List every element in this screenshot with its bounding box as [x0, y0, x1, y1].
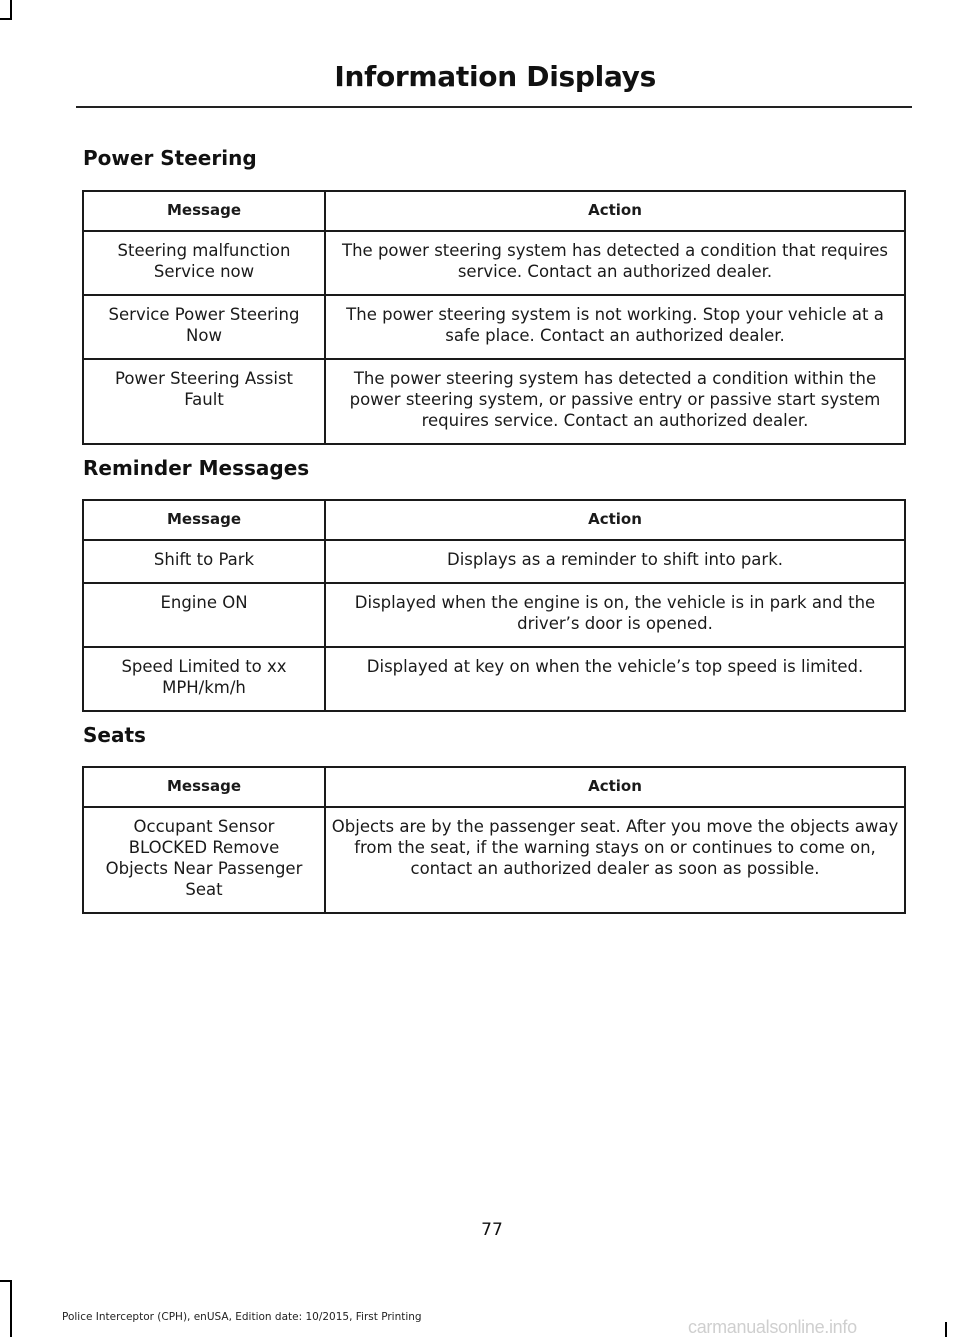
- action-cell: The power steering system has detected a condition within the power steering system, or passive entry or passive start system requires service. Contact an authorized dealer.: [325, 359, 905, 444]
- message-line: Occupant Sensor BLOCKED Remove Objects Near Passenger Seat: [105, 817, 303, 899]
- column-header-action: Action: [325, 500, 905, 540]
- section-title-seats: Seats: [83, 723, 146, 747]
- crop-mark-top-left-h: [0, 18, 12, 20]
- action-cell: Displays as a reminder to shift into park.: [325, 540, 905, 583]
- table-row: [83, 647, 905, 711]
- table-row: [83, 540, 905, 583]
- table-row: [83, 295, 905, 359]
- column-header-message: Message: [83, 500, 325, 540]
- action-cell: The power steering system has detected a condition that requires service. Contact an authorized dealer.: [325, 231, 905, 295]
- seats-table: [82, 766, 906, 914]
- message-cell: [83, 359, 325, 444]
- message-cell: [83, 583, 325, 647]
- edition-footer: Police Interceptor (CPH), enUSA, Edition date: 10/2015, First Printing: [62, 1311, 422, 1323]
- action-cell: Objects are by the passenger seat. After you move the objects away from the seat, if the warning stays on or continues to come on, contact an authorized dealer as soon as possible.: [325, 807, 905, 913]
- action-cell: Displayed at key on when the vehicle’s top speed is limited.: [325, 647, 905, 711]
- column-header-message: Message: [83, 191, 325, 231]
- section-title-reminder-messages: Reminder Messages: [83, 456, 310, 480]
- crop-mark-bottom-right: [945, 1322, 947, 1337]
- message-cell: [83, 540, 325, 583]
- reminder-messages-table: [82, 499, 906, 712]
- message-cell: [83, 647, 325, 711]
- action-cell: The power steering system is not working. Stop your vehicle at a safe place. Contact an authorized dealer.: [325, 295, 905, 359]
- watermark: carmanualsonline.info: [688, 1317, 857, 1337]
- message-line: Engine ON: [160, 593, 248, 612]
- action-cell: Displayed when the engine is on, the vehicle is in park and the driver’s door is opened.: [325, 583, 905, 647]
- message-line: Steering malfunction Service now: [117, 241, 291, 281]
- column-header-action: Action: [325, 767, 905, 807]
- crop-mark-bottom-left: [10, 1280, 12, 1337]
- crop-mark-top-left: [10, 0, 12, 18]
- column-header-message: Message: [83, 767, 325, 807]
- table-row: [83, 583, 905, 647]
- table-header-row: [83, 191, 905, 231]
- table-row: [83, 807, 905, 913]
- page-number: 77: [481, 1220, 503, 1240]
- table-header-row: [83, 767, 905, 807]
- message-line: Shift to Park: [153, 550, 255, 569]
- page-header-title: Information Displays: [334, 60, 656, 93]
- table-header-row: [83, 500, 905, 540]
- power-steering-table: [82, 190, 906, 445]
- message-cell: [83, 807, 325, 913]
- message-line: Power Steering Assist Fault: [114, 369, 294, 409]
- header-divider: [76, 106, 912, 108]
- table-row: [83, 231, 905, 295]
- table-row: [83, 359, 905, 444]
- message-cell: [83, 295, 325, 359]
- crop-mark-bottom-left-h: [0, 1280, 12, 1282]
- section-title-power-steering: Power Steering: [83, 146, 257, 170]
- message-line: Speed Limited to xx MPH/km/h: [121, 657, 287, 697]
- column-header-action: Action: [325, 191, 905, 231]
- message-cell: [83, 231, 325, 295]
- message-line: Service Power Steering Now: [108, 305, 300, 345]
